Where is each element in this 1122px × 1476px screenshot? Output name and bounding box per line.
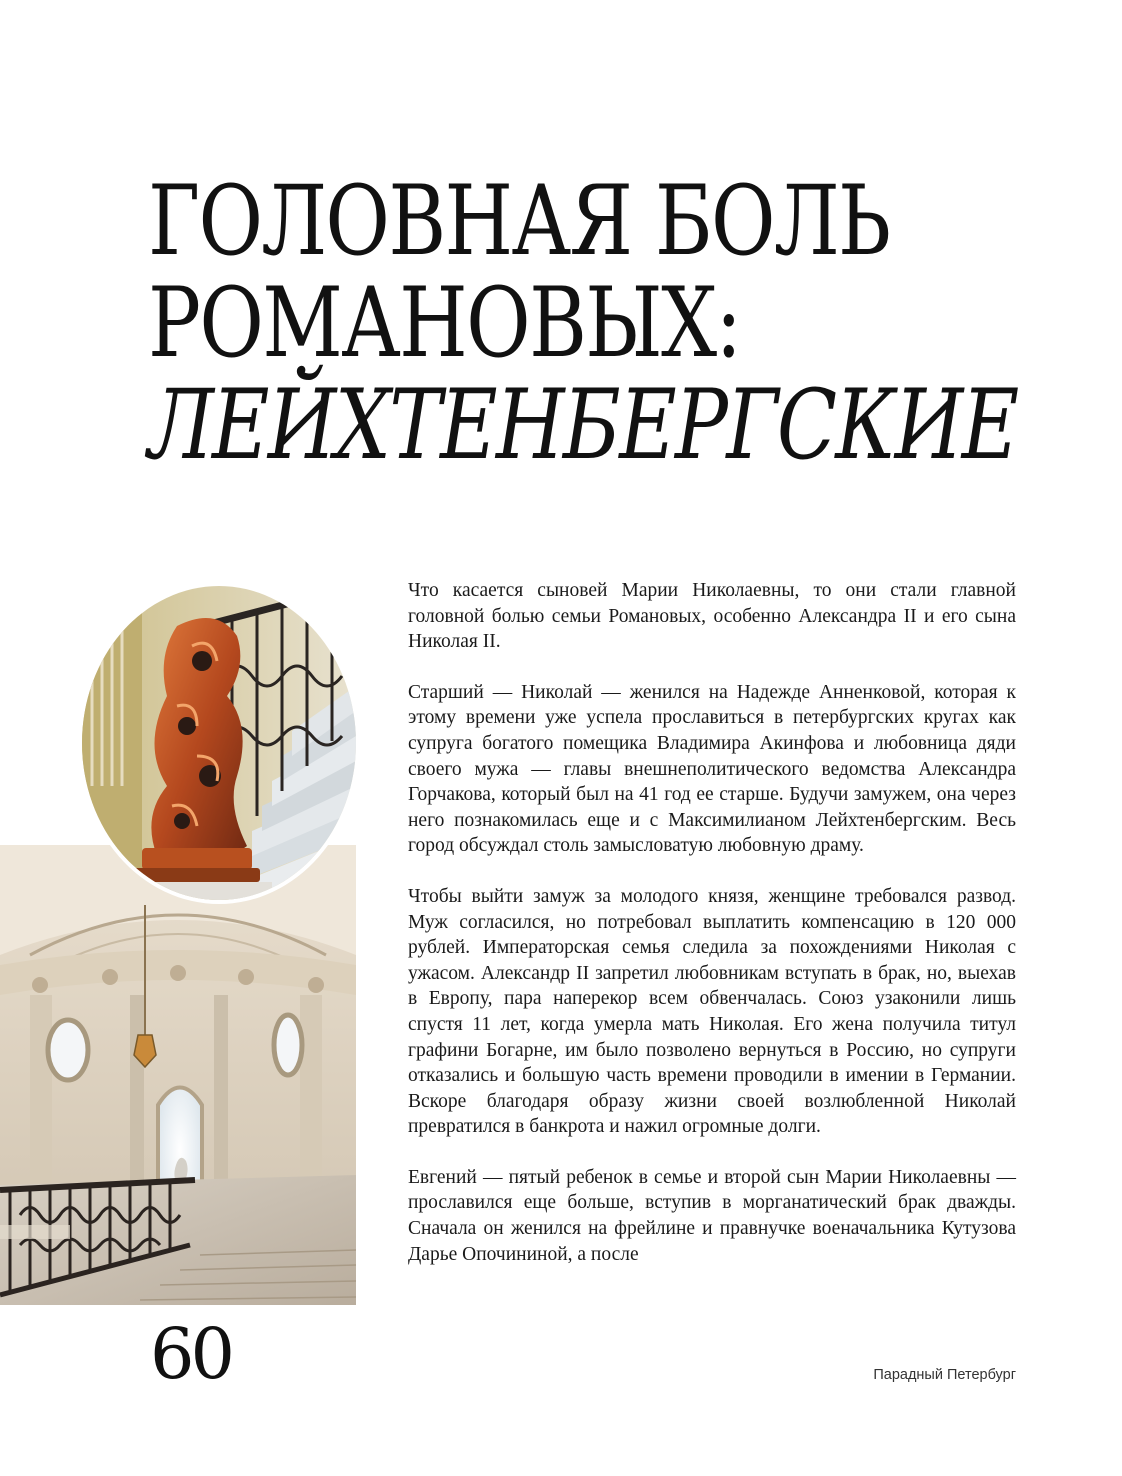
staircase-photo [78,582,360,904]
article-body [408,578,1016,1292]
hall-photo [0,845,356,1305]
article-title [148,165,1018,481]
paragraph-4: Евгений — пятый ребенок в семье и второй сын Марии Николаевны — прославился еще больше, вступив в морганатический брак дважды. Сначала он женился на фрейлине и правнучке военачальника Кутузова Дарье Опочининой, а после [408,1166,1016,1265]
title-line-3: ЛЕЙХТЕНБЕРГСКИЕ [148,369,1018,481]
paragraph-1: Что касается сыновей Марии Николаевны, то они стали главной головной болью семьи Романовых, особенно Александра II и его сына Николая II. [408,580,1016,653]
title-line-1: ГОЛОВНАЯ БОЛЬ [148,165,890,277]
paragraph-2: Старший — Николай — женился на Надежде Анненковой, которая к этому времени уже успела прославиться в петербургских кругах как супруга богатого помещика Владимира Акинфова и любовница дяди своего мужа — главы внешнеполитического ведомства Александра Горчакова, который был на 41 год ее старше. Будучи замужем, она через него познакомилась еще и с Максимилианом Лейхтенбергским. Весь город обсуждал столь замысловатую любовную драму. [408,681,1016,857]
page-number: 60 [150,1313,232,1395]
title-line-2: РОМАНОВЫХ: [148,267,741,379]
publication-title: Парадный Петербург [873,1367,1016,1383]
paragraph-3: Чтобы выйти замуж за молодого князя, женщине требовался развод. Муж согласился, но потребовал выплатить компенсацию в 120 000 рублей. Императорская семья следила за похождениями Николая с ужасом. Александр II запретил любовникам вступать в брак, но, выехав в Европу, пара наперекор всем обвенчалась. Союз узаконили лишь спустя 11 лет, когда умерла мать Николая. Его жена получила титул графини Богарне, им было позволено вернуться в Россию, но супруги отказались и большую часть времени проводили в имении в Германии. Вскоре благодаря образу жизни своей возлюбленной Николай превратился в банкрота и нажил огромные долги. [408,885,1016,1138]
